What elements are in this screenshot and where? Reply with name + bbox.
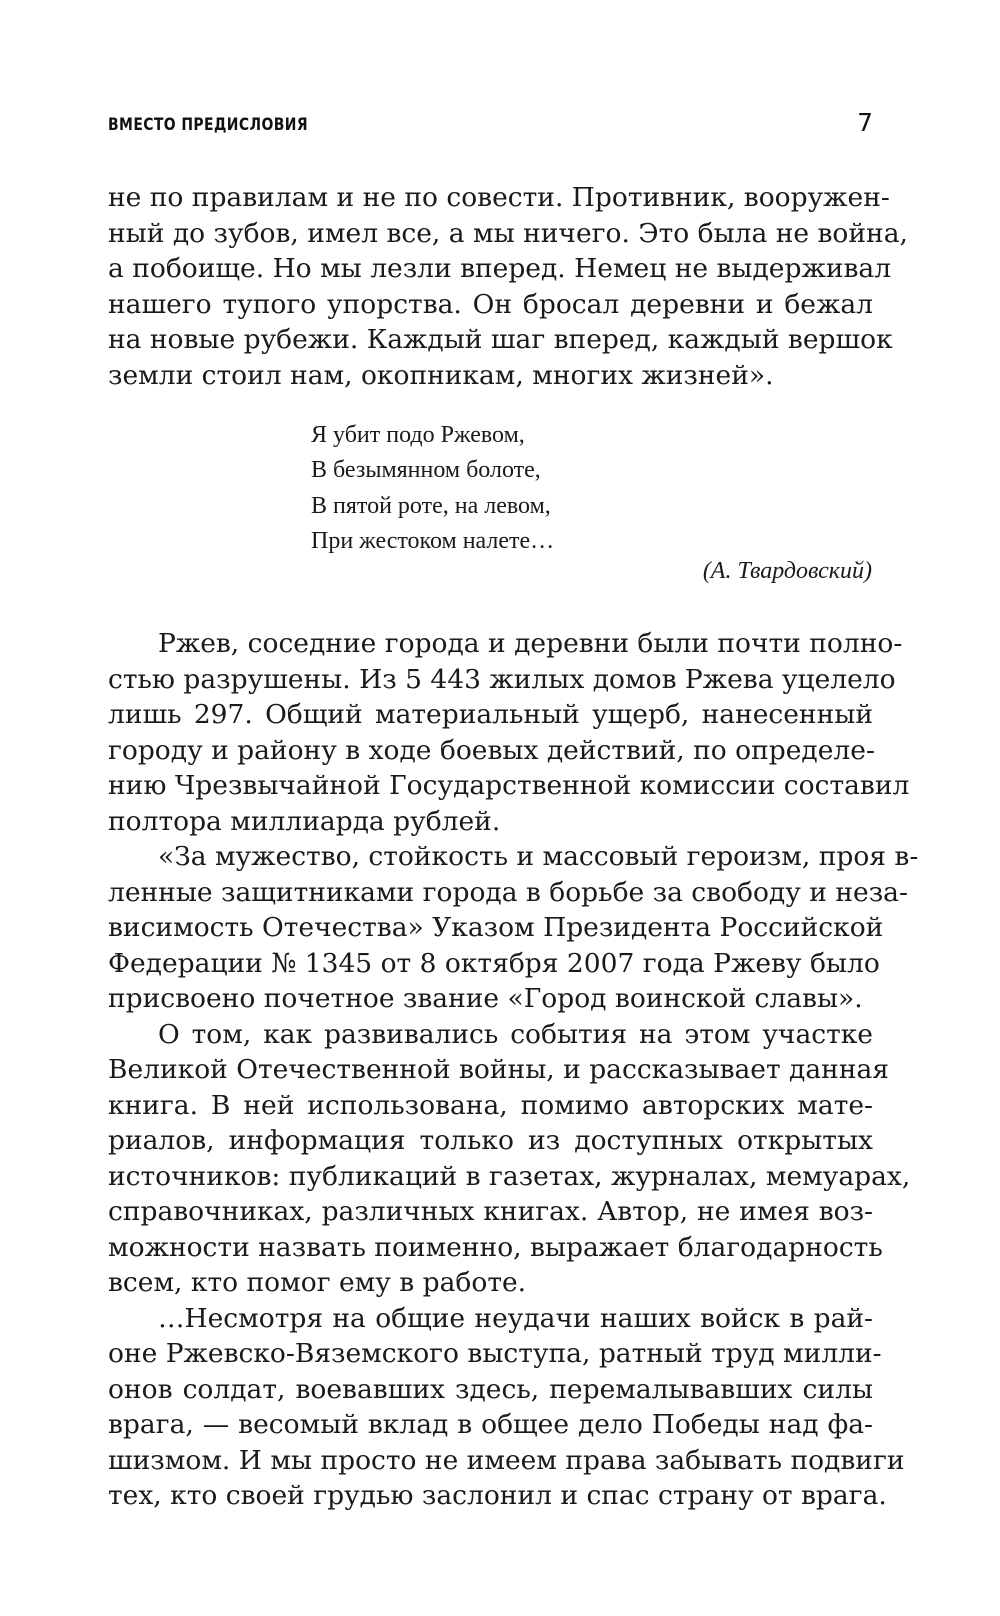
text-line: Великой Отечественной войны, и рассказывает данная (108, 1054, 890, 1085)
text-line: «За мужество, стойкость и массовый героизм, проя в- (158, 841, 919, 872)
paragraph-continuation (108, 180, 908, 393)
text-line: …Несмотря на общие неудачи наших войск в рай- (158, 1302, 873, 1334)
text-line: полтора миллиарда рублей. (108, 805, 501, 837)
text-line: Федерации № 1345 от 8 октября 2007 года Ржеву было (108, 947, 880, 979)
text-line: справочниках, различных книгах. Автор, не имея воз- (108, 1196, 873, 1227)
text-line: тех, кто своей грудью заслонил и спас страну от врага. (108, 1480, 887, 1511)
text-line: стью разрушены. Из 5 443 жилых домов Ржева уцелело (108, 663, 896, 695)
poem-attribution: (А. Твардовский) (702, 558, 872, 584)
text-line: нашего тупого упорства. Он бросал деревни и бежал (108, 288, 873, 320)
running-head: ВМЕСТО ПРЕДИСЛОВИЯ (108, 115, 309, 135)
poem-line: В безымянном болоте, (311, 457, 541, 484)
text-line: шизмом. И мы просто не имеем права забывать подвиги (108, 1444, 905, 1476)
text-line: О том, как развивались события на этом участке (158, 1018, 873, 1050)
text-line: земли стоил нам, окопникам, многих жизней». (108, 359, 774, 391)
text-line: лишь 297. Общий материальный ущерб, нанесенный (108, 699, 873, 730)
text-line: источников: публикаций в газетах, журналах, мемуарах, (108, 1160, 911, 1192)
text-line: висимость Отечества» Указом Президента Российской (108, 912, 884, 943)
text-block-top (108, 180, 908, 393)
text-line: нию Чрезвычайной Государственной комиссии составил (108, 770, 910, 801)
page-number: 7 (857, 108, 873, 137)
paragraph-conclusion (108, 1301, 905, 1514)
text-line: риалов, информация только из доступных открытых (108, 1125, 873, 1156)
text-line: не по правилам и не по совести. Противник, вооружен- (108, 182, 890, 213)
poem-line: При жестоком налете… (311, 528, 555, 555)
text-line: Ржев, соседние города и деревни были почти полно- (158, 628, 903, 659)
paragraph-about-book (108, 1017, 911, 1301)
text-block-main (108, 626, 919, 1514)
poem-epigraph (311, 418, 554, 560)
text-line: а побоище. Но мы лезли вперед. Немец не выдерживал (108, 253, 892, 284)
text-line: присвоено почетное звание «Город воинской славы». (108, 983, 863, 1014)
text-line: можности назвать поименно, выражает благодарность (108, 1231, 883, 1263)
text-line: онов солдат, воевавших здесь, перемалывавших силы (108, 1373, 873, 1405)
paragraph-rzhev-destruction (108, 626, 910, 839)
text-line: книга. В ней использована, помимо авторских мате- (108, 1089, 873, 1121)
text-line: оне Ржевско-Вяземского выступа, ратный труд милли- (108, 1338, 882, 1369)
text-line: всем, кто помог ему в работе. (108, 1267, 527, 1298)
text-line: ленные защитниками города в борьбе за свободу и неза- (108, 876, 908, 908)
text-line: на новые рубежи. Каждый шаг вперед, каждый вершок (108, 324, 893, 355)
poem-line: В пятой роте, на левом, (311, 492, 551, 519)
poem-line: Я убит подо Ржевом, (311, 422, 525, 448)
paragraph-city-of-glory (108, 839, 919, 1017)
text-line: врага, — весомый вклад в общее дело Победы над фа- (108, 1409, 873, 1440)
text-line: городу и району в ходе боевых действий, по определе- (108, 734, 875, 766)
text-line: ный до зубов, имел все, а мы ничего. Это была не война, (108, 217, 908, 249)
